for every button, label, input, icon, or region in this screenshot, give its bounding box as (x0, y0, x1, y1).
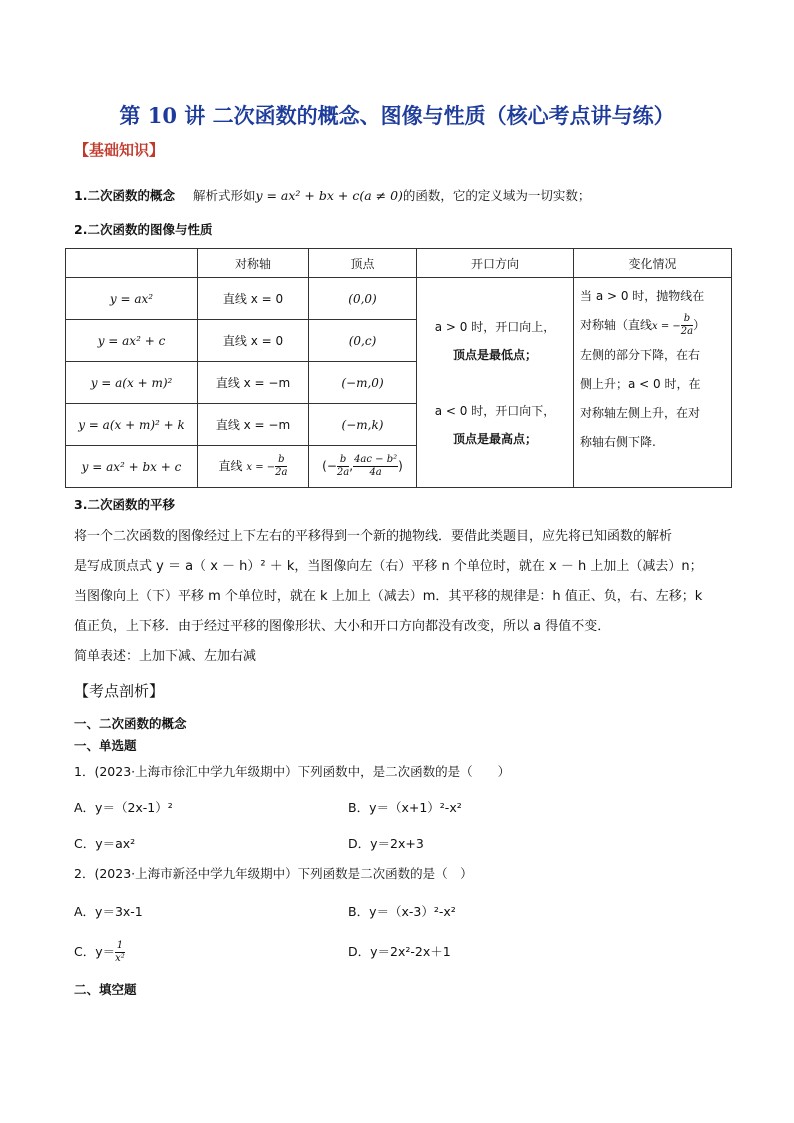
function-cell: y = ax² + c (66, 320, 198, 362)
item2-heading: 2.二次函数的图像与性质 (74, 222, 213, 237)
change-line: 对称轴左侧上升，在对 (580, 406, 701, 420)
denominator: 2a (680, 326, 694, 337)
numerator: 1 (116, 940, 124, 951)
vertex-cell: (−m,k) (309, 404, 417, 446)
vertex-cell: (0,c) (309, 320, 417, 362)
denominator: 2a (275, 467, 288, 478)
item1-text-b: 的函数，它的定义域为一切实数； (402, 188, 591, 203)
q2-option-d: D．y＝2x²-2x＋1 (348, 944, 451, 959)
change-line: 左侧的部分下降，在右 (580, 348, 701, 362)
axis-cell (198, 446, 309, 488)
item1-formula: y = ax² + bx + c(a ≠ 0) (255, 188, 403, 203)
section-basic-heading: 【基础知识】 (74, 141, 165, 159)
q2-option-b: B．y＝（x-3）²-x² (348, 904, 456, 919)
table-header-cell: 变化情况 (574, 249, 732, 278)
q2-option-c (74, 940, 125, 965)
paragraph-line: 将一个二次函数的图像经过上下左右的平移得到一个新的抛物线．要借此类题目，应先将已知函数的解析 (74, 529, 673, 544)
q1-option-b: B．y＝（x+1）²-x² (348, 800, 462, 815)
axis-cell: 直线 x = 0 (198, 320, 309, 362)
change-line-part: 对称轴（直线 (580, 318, 653, 332)
vertex-cell: (− $\frac{b}{2a}$ , $\frac{\text{4ac − b²}}{4a}$ ) (309, 446, 417, 488)
table-row (66, 278, 732, 320)
q2-option-a: A．y＝3x-1 (74, 904, 143, 919)
paragraph-line: 简单表述：上加下减、左加右减 (74, 649, 257, 664)
paragraph-line: 是写成顶点式 y ＝ a（ x － h）² ＋ k，当图像向左（右）平移 n 个单位时，就在 x － h 上加上（减去）n； (74, 559, 703, 574)
numerator: b (681, 313, 693, 326)
numerator: b (337, 454, 349, 467)
fraction (337, 454, 349, 479)
function-cell: y = ax² + bx + c (66, 446, 198, 488)
direction-line: a < 0 时，开口向下， (434, 403, 556, 418)
change-line-part: x = − (652, 321, 681, 332)
change-cell (574, 278, 732, 488)
fraction (353, 454, 398, 479)
axis-prefix: 直线 (218, 459, 243, 473)
change-line (580, 311, 725, 341)
item3-heading: 3.二次函数的平移 (74, 497, 175, 512)
numerator: b (275, 454, 287, 467)
table-header-row (66, 249, 732, 278)
denominator: 4a (369, 467, 382, 478)
axis-cell: 直线 x = −m (198, 362, 309, 404)
fraction (115, 940, 125, 965)
change-line-part: ） (693, 318, 706, 332)
section-analysis-heading: 【考点剖析】 (74, 682, 165, 700)
fraction (275, 454, 287, 479)
direction-cell (417, 278, 574, 488)
q1-option-c: C．y＝ax² (74, 836, 136, 851)
item1-text-a: 解析式形如 (192, 188, 256, 203)
direction-line: 顶点是最高点； (452, 431, 537, 446)
function-cell: y = a(x + m)² (66, 362, 198, 404)
paragraph-line: 当图像向上（下）平移 m 个单位时，就在 k 上加上（减去）m．其平移的规律是：h 值正、负，右、左移；k (74, 589, 703, 604)
function-cell: y = ax² (66, 278, 198, 320)
item1-line (74, 188, 590, 204)
q1-option-a: A．y＝（2x-1）² (74, 800, 173, 815)
denominator: 2a (336, 467, 350, 478)
change-line: 称轴右侧下降. (580, 435, 656, 449)
q1-option-d: D．y＝2x+3 (348, 836, 424, 851)
item3-paragraph (74, 522, 730, 672)
function-cell: y = a(x + m)² + k (66, 404, 198, 446)
question-1-stem: 1．(2023·上海市徐汇中学九年级期中）下列函数中，是二次函数的是（ ） (74, 764, 511, 779)
table-header-cell: 开口方向 (417, 249, 574, 278)
vertex-close: ) (398, 459, 403, 473)
denominator: x² (115, 953, 125, 964)
paragraph-line: 值正负，上下移．由于经过平移的图像形状、大小和开口方向都没有改变，所以 a 得值不变． (74, 619, 611, 634)
option-c-prefix: C．y＝ (74, 944, 116, 959)
axis-x: x = − (246, 462, 276, 473)
part1-heading: 一、二次函数的概念 (74, 716, 187, 731)
axis-cell: 直线 x = 0 (198, 278, 309, 320)
numerator: 4ac − b² (354, 454, 398, 465)
axis-cell: 直线 x = −m (198, 404, 309, 446)
fraction (681, 313, 693, 338)
item1-heading: 1.二次函数的概念 (74, 188, 175, 203)
vertex-cell: (0,0) (309, 278, 417, 320)
part2-heading: 二、填空题 (74, 982, 137, 997)
change-line: 当 a > 0 时，抛物线在 (580, 289, 705, 303)
table-header-cell: 顶点 (309, 249, 417, 278)
direction-line: 顶点是最低点； (452, 347, 537, 362)
change-line: 侧上升；a < 0 时，在 (580, 377, 701, 391)
question-2-stem: 2．(2023·上海市新泾中学九年级期中）下列函数是二次函数的是（ ） (74, 866, 473, 881)
table-header-cell: 对称轴 (198, 249, 309, 278)
properties-table (65, 248, 732, 488)
vertex-cell: (−m,0) (309, 362, 417, 404)
table-header-cell (66, 249, 198, 278)
part1-subheading: 一、单选题 (74, 738, 137, 753)
vertex-open: (− (322, 459, 337, 473)
page-title: 第 10 讲 二次函数的概念、图像与性质（核心考点讲与练） (119, 103, 675, 128)
direction-line: a > 0 时，开口向上， (434, 319, 556, 334)
